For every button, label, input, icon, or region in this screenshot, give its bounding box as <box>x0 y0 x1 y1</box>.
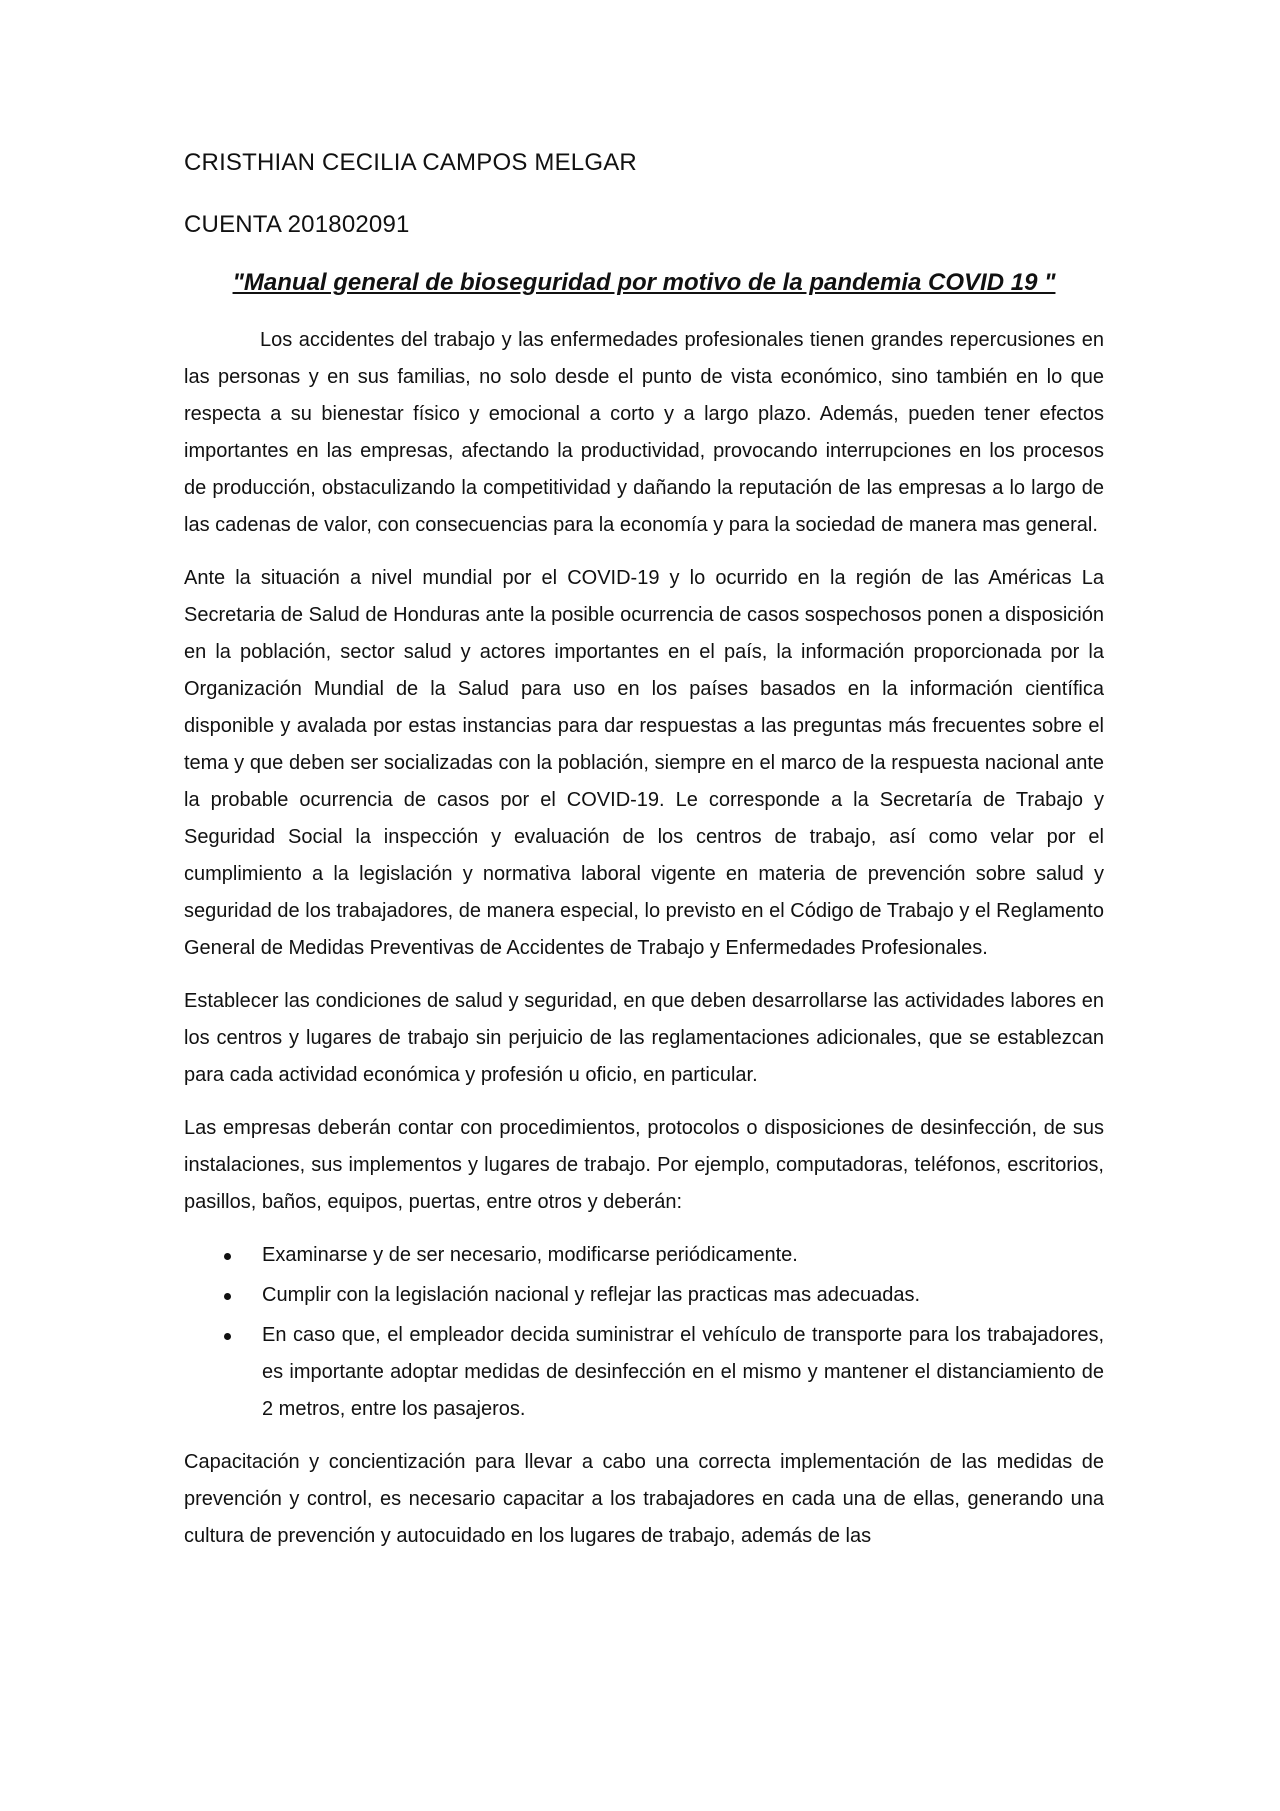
document-page <box>184 148 1104 1571</box>
bullet-list <box>184 1237 1104 1428</box>
list-item <box>184 1277 1104 1314</box>
paragraph-conditions: Establecer las condiciones de salud y seguridad, en que deben desarrollarse las actividades labores en los centros y lugares de trabajo sin perjuicio de las reglamentaciones adicionales, que se establezcan para cada actividad económica y profesión u oficio, en particular. <box>184 990 1104 1086</box>
paragraph-training: Capacitación y concientización para llevar a cabo una correcta implementación de las medidas de prevención y control, es necesario capacitar a los trabajadores en cada una de ellas, generando una cultura de prevención y autocuidado en los lugares de trabajo, además de las <box>184 1451 1104 1547</box>
account-number: CUENTA 201802091 <box>184 211 410 238</box>
list-item <box>184 1237 1104 1274</box>
list-item-text: Cumplir con la legislación nacional y reflejar las practicas mas adecuadas. <box>262 1284 921 1306</box>
paragraph-intro: Los accidentes del trabajo y las enfermedades profesionales tienen grandes repercusiones en las personas y en sus familias, no solo desde el punto de vista económico, sino también en lo que respecta a su bienestar físico y emocional a corto y a largo plazo. Además, pueden tener efectos importantes en las empresas, afectando la productividad, provocando interrupciones en los procesos de producción, obstaculizando la competitividad y dañando la reputación de las empresas a lo largo de las cadenas de valor, con consecuencias para la economía y para la sociedad de manera mas general. <box>184 329 1104 536</box>
document-title: "Manual general de bioseguridad por motivo de la pandemia COVID 19 " <box>232 269 1056 296</box>
list-item-text: En caso que, el empleador decida suministrar el vehículo de transporte para los trabajadores, es importante adoptar medidas de desinfección en el mismo y mantener el distanciamiento de 2 metros, entre los pasajeros. <box>262 1324 1104 1420</box>
paragraph-procedures: Las empresas deberán contar con procedimientos, protocolos o disposiciones de desinfección, de sus instalaciones, sus implementos y lugares de trabajo. Por ejemplo, computadoras, teléfonos, escritorios, pasillos, baños, equipos, puertas, entre otros y deberán: <box>184 1117 1104 1213</box>
paragraph-context: Ante la situación a nivel mundial por el COVID-19 y lo ocurrido en la región de las Américas La Secretaria de Salud de Honduras ante la posible ocurrencia de casos sospechosos ponen a disposición en la población, sector salud y actores importantes en el país, la información proporcionada por la Organización Mundial de la Salud para uso en los países basados en la información científica disponible y avalada por estas instancias para dar respuestas a las preguntas más frecuentes sobre el tema y que deben ser socializadas con la población, siempre en el marco de la respuesta nacional ante la probable ocurrencia de casos por el COVID-19. Le corresponde a la Secretaría de Trabajo y Seguridad Social la inspección y evaluación de los centros de trabajo, así como velar por el cumplimiento a la legislación y normativa laboral vigente en materia de prevención sobre salud y seguridad de los trabajadores, de manera especial, lo previsto en el Código de Trabajo y el Reglamento General de Medidas Preventivas de Accidentes de Trabajo y Enfermedades Profesionales. <box>184 567 1104 959</box>
list-item <box>184 1317 1104 1428</box>
bullet-icon <box>224 1293 231 1300</box>
author-name: CRISTHIAN CECILIA CAMPOS MELGAR <box>184 149 637 176</box>
bullet-icon <box>224 1333 231 1340</box>
list-item-text: Examinarse y de ser necesario, modificarse periódicamente. <box>262 1244 798 1266</box>
bullet-icon <box>224 1253 231 1260</box>
